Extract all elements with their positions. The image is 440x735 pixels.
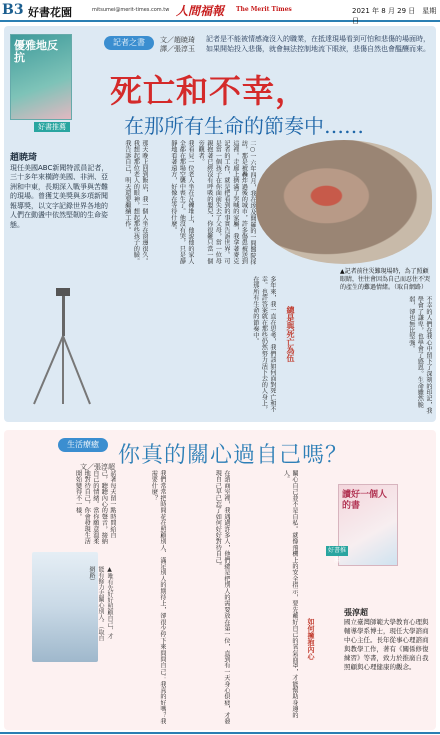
reflection-caption: ▲唯有先好好照顧自己，才能有餘力去關心別人。（取自網路）	[88, 566, 113, 641]
article2-body-col: 關心自己並不是自私。就像飛機上的安全指示，要先戴好自己的氧氣面罩，才能幫助身邊的人。	[282, 470, 298, 718]
book1-title: 優雅地反抗	[14, 39, 58, 64]
article1-body-col: 二○一六年四月，我在埃及開羅的一間醫院採訪，那是被轟炸過後的城市，許多傷患被送到這裡。走廊上擠滿了哭喊的家屬，我拿著麥克	[232, 140, 256, 265]
column-tag: 生活療癒	[58, 438, 108, 452]
section-email: mitsumei@merit-times.com.tw	[92, 7, 170, 13]
newspaper-logo-en: The Merit Times	[236, 6, 292, 13]
author2-bio-text: 國立臺灣師範大學教育心理與輔導學系博士，現任大學諮商中心主任。長年從事心理諮商與教學工作，著有《關係修復練習》等書，致力於推廣自我照顧與心理健康的觀念。	[344, 618, 429, 671]
article1-body-col: 多年來，我一直在思考，我們該如何面對死亡和不幸。也許答案就在那些仍然努力活下去的人身上，在那所有生命的節奏中。	[251, 276, 276, 413]
article1-body-col: 我看見一位老人坐在瓦礫堆上，他說他的家人全都在那場空襲中喪生了。他沒有哭，只是靜靜地看著遠方，好像在等待什麼。	[169, 140, 194, 264]
article2-body-col: 試著每天留一點時間給自己，聽聽內心的聲音，接納自己的情緒。當你願意溫柔地對待自己，你會發現生活開始變得不一樣。	[74, 470, 116, 545]
article2-body-col: 在諮商室裡，我遇過許多人，他們總是把別人的需要放在第一位，直到有一天身心俱疲，才發現自己早已忘了如何好好對待自己。	[214, 470, 230, 725]
book2-title: 讀好一個人的書	[342, 490, 388, 511]
article1-body-col: 那天晚上回到飯店，我一個人坐在窗邊很久。我想起那位老人的眼神，想起那些孩子的臉。我告訴自己，明天還要繼續工作。	[123, 140, 148, 264]
article1-photo	[256, 140, 432, 264]
article2-subhead: 如何擁抱內心	[307, 618, 315, 660]
tripod-icon	[26, 286, 96, 406]
author1-bio	[10, 154, 114, 230]
article1-body-col: 記者的工作，就是把看到的事實告訴世界。可是當一個孩子在你面前失去了父母，當一位母親抱著已經沒有呼吸的嬰兒，你很難只當一個旁觀者。	[197, 140, 230, 264]
article1-title: 死亡和不幸，	[110, 72, 309, 110]
author1-name: 趙暁琦	[10, 153, 38, 163]
article1-byline: 文／趙暁琦 譯／張淳玉	[160, 36, 195, 53]
article1-lead: 記者是不能被情感淹沒入的職業，在抵達現場看到可怕和悲傷的場面時，如果開始投入悲傷，就會無法控制地流下眼淚，悲傷自然也會醞釀而來。	[206, 35, 430, 53]
issue-date: 2021 年 8 月 29 日 星期日	[352, 7, 437, 25]
newspaper-logo: 人間福報	[176, 4, 225, 18]
article2-body-col: 我們常常把時間花在照顧別人、滿足別人的期待上，卻很少停下來問問自己：我真的好嗎？我需要什麼？	[150, 470, 166, 725]
article1-body-col: 不幸的人們在我心中留下了深刻的印記，我學會了謙卑，也學會了感恩。生命雖然脆弱，卻也無比堅強。	[407, 296, 432, 414]
photo-caption: ▲記者前往災難現場時，為了照顧眼睛，往往會因為自己而忍住不哭的產生的難過情緒。（取自網路）	[340, 268, 431, 291]
column-tag: 記者之書	[104, 36, 154, 50]
article2-byline: 文／張淳超	[80, 463, 115, 471]
book2-tag: 好書推薦	[327, 547, 346, 564]
author1-bio-text: 現任美國ABC新聞特派員記者，三十多年來橫跨美國、非洲、亞洲和中東，長期深入戰爭與苦難的現場。曾獲艾美獎與多項新聞報導獎，以文字記錄世界各地的人們在動盪中依然堅韌的生命姿態。	[10, 163, 109, 229]
book1-tag: 好書推薦	[34, 122, 70, 132]
article1-subtitle: 在那所有生命的節奏中……	[124, 114, 364, 138]
pull-quote: 總是與死亡為伍	[286, 306, 295, 362]
section-number: B3	[2, 2, 24, 18]
author2-bio	[344, 608, 430, 672]
article2-title: 你真的關心過自己嗎？	[118, 443, 349, 468]
author2-name: 張淳超	[344, 608, 368, 617]
footer-rule	[0, 732, 440, 734]
section-name: 好書花園	[28, 6, 72, 19]
